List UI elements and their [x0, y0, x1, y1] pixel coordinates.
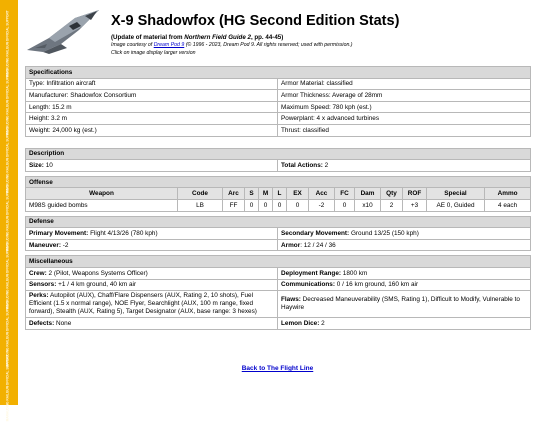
secondary-movement-value: Ground 13/25 (150 kph) [349, 229, 419, 237]
perks-cell [26, 291, 278, 318]
maneuver-value: -2 [60, 241, 69, 249]
offense-cell: 2 [381, 199, 403, 211]
spec-cell: Height: 3.2 m [26, 113, 278, 125]
banner-text: MARAUDING RAILGUN OFFICIAL SUPPORT [6, 300, 11, 368]
offense-cell: 0 [245, 199, 259, 211]
banner-text: MARAUDING RAILGUN OFFICIAL SUPPORT [6, 10, 11, 78]
page-title: X-9 Shadowfox (HG Second Edition Stats) [111, 13, 400, 29]
offense-column-header: Ammo [485, 188, 531, 200]
armor-value: : 12 / 24 / 36 [300, 241, 336, 249]
secondary-movement-cell [278, 228, 531, 240]
offense-cell: M98S guided bombs [26, 199, 178, 211]
offense-header-row [26, 188, 531, 200]
banner-text: MARAUDING RAILGUN OFFICIAL SUPPORT [6, 126, 11, 194]
offense-column-header: Acc [309, 188, 335, 200]
banner-label[interactable] [1, 354, 17, 422]
defense-heading: Defense [26, 216, 531, 228]
table-row [26, 78, 531, 90]
communications-label: Communications: [281, 281, 335, 289]
primary-movement-value: Flight 4/13/26 (780 kph) [88, 229, 158, 237]
update-note [111, 34, 283, 41]
crew-cell [26, 267, 278, 279]
credit-prefix: Image courtesy of [111, 42, 154, 48]
sensors-label: Sensors: [29, 281, 57, 289]
banner-label[interactable] [1, 184, 17, 252]
banner-label[interactable] [1, 300, 17, 368]
offense-table [25, 176, 531, 212]
lemon-dice-value: 2 [319, 319, 325, 327]
table-row [26, 318, 531, 330]
flaws-label: Flaws: [281, 296, 301, 304]
size-label: Size: [29, 161, 44, 169]
offense-column-header: M [259, 188, 273, 200]
offense-heading: Offense [26, 176, 531, 188]
size-cell [26, 160, 278, 172]
spec-cell: Powerplant: 4 x advanced turbines [278, 113, 531, 125]
size-value: 10 [43, 161, 53, 169]
table-row [26, 199, 531, 211]
spec-cell: Weight: 24,000 kg (est.) [26, 124, 278, 136]
offense-cell: 0 [273, 199, 287, 211]
banner-text: MARAUDING RAILGUN OFFICIAL SUPPORT [6, 184, 11, 252]
offense-column-header: ROF [403, 188, 427, 200]
perks-value: Autopilot (AUX), Chaff/Flare Dispensers (AUX, Rating 2, 10 shots), Fuel Efficient (1.5 x normal range), NOE Flyer, Searchlight (AUX, 100 m range, fixed forward), Stealth (AUX, Rating 5), Target Designator (AUX, base range: 3 hexes) [29, 292, 257, 316]
spec-cell: Armor Material: classified [278, 78, 531, 90]
communications-cell [278, 279, 531, 291]
offense-cell: 4 each [485, 199, 531, 211]
table-row [26, 279, 531, 291]
spec-cell: Manufacturer: Shadowfox Consortium [26, 90, 278, 102]
page-header [25, 8, 530, 60]
offense-column-header: Weapon [26, 188, 178, 200]
offense-column-header: S [245, 188, 259, 200]
click-note: Click on image display larger version [111, 50, 196, 56]
table-row [26, 113, 531, 125]
main-content [25, 8, 530, 372]
actions-label: Total Actions: [281, 161, 323, 169]
specifications-heading: Specifications [26, 67, 531, 79]
deployment-label: Deployment Range: [281, 269, 342, 277]
lemon-dice-cell [278, 318, 531, 330]
lemon-dice-label: Lemon Dice: [281, 319, 320, 327]
banner-text: MARAUDING RAILGUN OFFICIAL SUPPORT [6, 242, 11, 310]
stealth-aircraft-image[interactable] [25, 8, 103, 56]
table-row [26, 90, 531, 102]
primary-movement-cell [26, 228, 278, 240]
offense-cell: AE 0, Guided [427, 199, 485, 211]
deployment-value: 1800 km [341, 269, 368, 277]
miscellaneous-heading: Miscellaneous [26, 256, 531, 268]
armor-label: Armor [281, 241, 301, 249]
sensors-value: +1 / 4 km ground, 40 km air [56, 281, 137, 289]
banner-label[interactable] [1, 126, 17, 194]
communications-value: 0 / 16 km ground, 160 km air [334, 281, 419, 289]
offense-cell: LB [178, 199, 223, 211]
banner-label[interactable] [1, 242, 17, 310]
miscellaneous-table [25, 255, 531, 329]
offense-cell: FF [223, 199, 245, 211]
table-row [26, 291, 531, 318]
credit-suffix: (© 1996 - 2023, Dream Pod 9. All rights reserved; used with permission.) [184, 42, 353, 48]
defects-cell [26, 318, 278, 330]
banner-label[interactable] [1, 10, 17, 78]
secondary-movement-label: Secondary Movement: [281, 229, 350, 237]
table-row [26, 228, 531, 240]
offense-cell: +3 [403, 199, 427, 211]
offense-column-header: Dam [355, 188, 381, 200]
offense-column-header: Code [178, 188, 223, 200]
crew-value: 2 (Pilot, Weapons Systems Officer) [46, 269, 148, 277]
offense-cell: x10 [355, 199, 381, 211]
offense-column-header: Special [427, 188, 485, 200]
offense-column-header: FC [335, 188, 355, 200]
total-actions-cell [278, 160, 531, 172]
specifications-table [25, 66, 531, 137]
banner-text: MARAUDING RAILGUN OFFICIAL SUPPORT [6, 68, 11, 136]
offense-column-header: EX [287, 188, 309, 200]
primary-movement-label: Primary Movement: [29, 229, 89, 237]
sensors-cell [26, 279, 278, 291]
spec-cell: Type: Infiltration aircraft [26, 78, 278, 90]
table-row [26, 101, 531, 113]
armor-cell [278, 239, 531, 251]
back-to-flight-line-link[interactable]: Back to The Flight Line [241, 365, 314, 372]
table-row [26, 160, 531, 172]
left-banner-strip [0, 0, 18, 422]
actions-value: 2 [322, 161, 329, 169]
banner-label[interactable] [1, 68, 17, 136]
table-row [26, 239, 531, 251]
description-table [25, 148, 531, 172]
defects-value: None [54, 319, 72, 327]
deployment-range-cell [278, 267, 531, 279]
dream-pod-9-link[interactable]: Dream Pod 9 [153, 42, 185, 48]
back-link-container [25, 365, 530, 372]
offense-column-header: L [273, 188, 287, 200]
flaws-value: Decreased Maneuverability (SMS, Rating 1), Difficult to Modify, Vulnerable to Haywire [281, 296, 520, 312]
spec-cell: Armor Thickness: Average of 28mm [278, 90, 531, 102]
update-suffix: , pp. 44-45) [250, 34, 284, 41]
offense-column-header: Arc [223, 188, 245, 200]
offense-cell: -2 [309, 199, 335, 211]
offense-cell: 0 [335, 199, 355, 211]
offense-column-header: Qty [381, 188, 403, 200]
offense-cell: 0 [287, 199, 309, 211]
table-row [26, 267, 531, 279]
crew-label: Crew: [29, 269, 47, 277]
description-heading: Description [26, 148, 531, 160]
perks-label: Perks: [29, 292, 49, 300]
defects-label: Defects: [29, 319, 55, 327]
spec-cell: Length: 15.2 m [26, 101, 278, 113]
flaws-cell [278, 291, 531, 318]
table-row [26, 124, 531, 136]
defense-table [25, 216, 531, 252]
maneuver-label: Maneuver: [29, 241, 61, 249]
offense-cell: 0 [259, 199, 273, 211]
update-prefix: (Update of material from [111, 34, 185, 41]
banner-text: MARAUDING RAILGUN OFFICIAL SUPPORT [6, 354, 11, 422]
update-book: Northern Field Guide 2 [184, 34, 251, 41]
maneuver-cell [26, 239, 278, 251]
image-credit [111, 42, 353, 48]
spec-cell: Maximum Speed: 780 kph (est.) [278, 101, 531, 113]
spec-cell: Thrust: classified [278, 124, 531, 136]
